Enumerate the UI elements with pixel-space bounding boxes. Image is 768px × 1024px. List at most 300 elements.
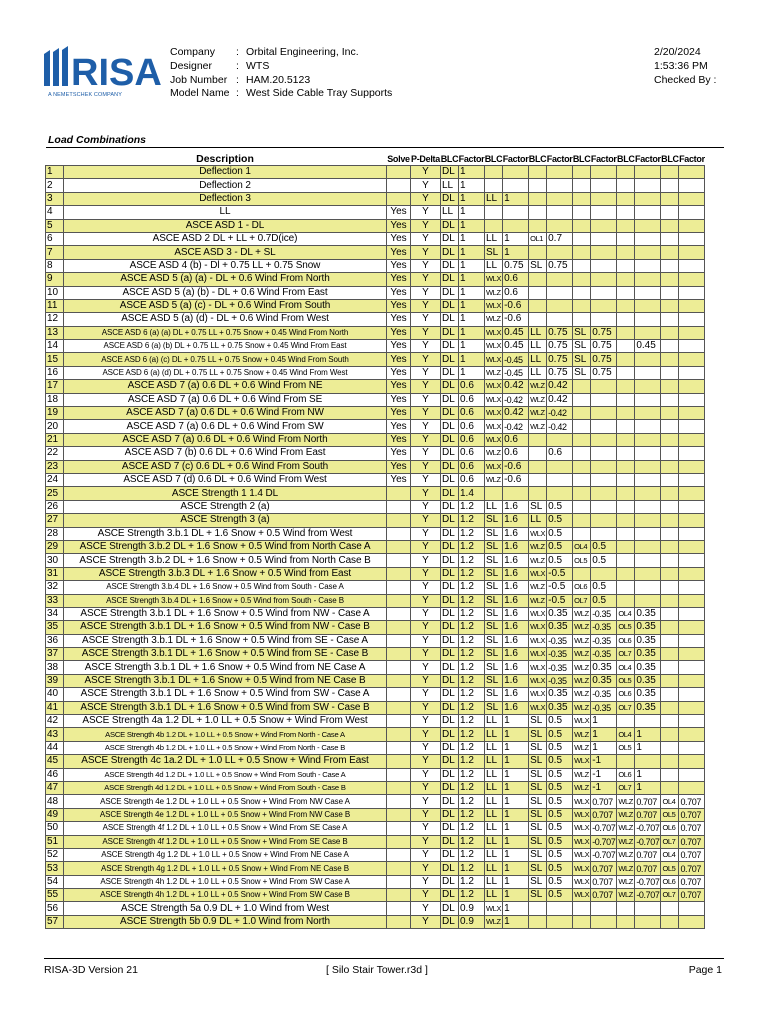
row-factor [591,206,617,219]
table-row [46,902,705,915]
column-header: Factor [590,153,617,164]
row-factor: 0.5 [547,728,573,741]
row-solve [387,487,411,500]
row-factor [503,179,529,192]
row-factor [679,166,705,179]
row-number: 43 [46,728,64,741]
section-title: Load Combinations [48,134,146,146]
row-description: ASCE ASD 4 (b) - Dl + 0.75 LL + 0.75 Snow [64,259,387,272]
row-factor [547,433,573,446]
row-factor: -0.35 [547,661,573,674]
row-blc [529,915,547,928]
row-factor: -0.35 [547,634,573,647]
row-factor: 0.75 [547,353,573,366]
table-row [46,473,705,486]
row-number: 28 [46,527,64,540]
row-factor: 1 [459,273,485,286]
row-factor: 1.6 [503,500,529,513]
row-factor [679,540,705,553]
row-factor: 0.35 [635,674,661,687]
row-blc [529,273,547,286]
row-factor [547,286,573,299]
row-blc [573,192,591,205]
row-pdelta: Y [411,326,441,339]
row-blc: LL [485,822,503,835]
row-blc: DL [441,433,459,446]
row-pdelta: Y [411,915,441,928]
logo-tagline: A NEMETSCHEK COMPANY [48,92,123,98]
row-factor [679,340,705,353]
row-factor: 1 [503,715,529,728]
row-blc [617,527,635,540]
row-blc: LL [485,862,503,875]
row-factor [547,313,573,326]
row-factor: -0.35 [547,648,573,661]
table-row [46,822,705,835]
row-solve [387,661,411,674]
row-pdelta: Y [411,581,441,594]
row-factor: 1.6 [503,607,529,620]
row-factor [635,487,661,500]
row-pdelta: Y [411,366,441,379]
row-blc [617,447,635,460]
row-blc [529,219,547,232]
row-blc: OL7 [661,889,679,902]
row-blc: DL [441,473,459,486]
row-blc: WLX [573,889,591,902]
row-factor [591,460,617,473]
table-row [46,527,705,540]
row-blc [573,246,591,259]
row-pdelta: Y [411,621,441,634]
table-row [46,915,705,928]
row-blc: WLZ [573,674,591,687]
row-description: ASCE Strength 4a 1.2 DL + 1.0 LL + 0.5 Snow + Wind From West [64,715,387,728]
row-blc: WLX [485,460,503,473]
row-blc: OL5 [617,621,635,634]
row-description: ASCE Strength 3.b.1 DL + 1.6 Snow + 0.5 Wind from NE Case A [64,661,387,674]
row-factor: 1.2 [459,634,485,647]
row-blc: LL [441,206,459,219]
row-pdelta: Y [411,634,441,647]
row-solve [387,527,411,540]
row-blc [529,299,547,312]
row-factor [547,460,573,473]
row-factor [635,554,661,567]
row-blc: LL [529,366,547,379]
row-pdelta: Y [411,674,441,687]
row-factor: 0.5 [547,875,573,888]
row-pdelta: Y [411,420,441,433]
row-factor [679,781,705,794]
row-factor: 0.6 [503,273,529,286]
row-pdelta: Y [411,500,441,513]
row-factor [591,299,617,312]
row-solve [387,540,411,553]
table-row [46,179,705,192]
row-pdelta: Y [411,795,441,808]
row-factor [635,902,661,915]
row-factor: 0.6 [503,286,529,299]
row-number: 10 [46,286,64,299]
row-solve: Yes [387,393,411,406]
footer-filename: [ Silo Stair Tower.r3d ] [326,964,428,976]
row-number: 45 [46,755,64,768]
row-blc: DL [441,848,459,861]
row-factor [635,393,661,406]
row-factor [547,487,573,500]
row-factor [679,648,705,661]
row-blc: LL [529,514,547,527]
row-factor: -0.35 [591,634,617,647]
row-solve: Yes [387,407,411,420]
row-blc [573,527,591,540]
row-solve [387,192,411,205]
designer-value: WTS [246,59,270,72]
row-blc [617,567,635,580]
row-blc: WLZ [573,661,591,674]
risa-logo-mark-icon [44,46,162,92]
row-blc: DL [441,755,459,768]
row-factor [679,299,705,312]
row-blc: DL [441,380,459,393]
row-blc [661,353,679,366]
row-factor [679,634,705,647]
row-blc [529,179,547,192]
row-blc [661,313,679,326]
row-blc: WLZ [573,701,591,714]
row-blc: SL [529,741,547,754]
row-blc [573,380,591,393]
row-blc [573,487,591,500]
row-blc: LL [485,889,503,902]
row-factor: 1 [503,848,529,861]
row-blc: OL6 [573,581,591,594]
row-blc: SL [529,862,547,875]
row-solve [387,862,411,875]
row-blc [617,514,635,527]
row-pdelta: Y [411,889,441,902]
row-solve [387,500,411,513]
row-factor [679,192,705,205]
row-blc: WLZ [529,407,547,420]
row-factor: 0.6 [503,433,529,446]
row-factor: 1.6 [503,567,529,580]
row-number: 25 [46,487,64,500]
row-factor [679,567,705,580]
row-blc: DL [441,875,459,888]
row-description: ASCE Strength 4e 1.2 DL + 1.0 LL + 0.5 Snow + Wind From NW Case A [64,795,387,808]
row-factor [635,326,661,339]
row-factor: 1.2 [459,822,485,835]
row-factor: 0.707 [679,795,705,808]
row-solve [387,741,411,754]
table-row [46,326,705,339]
row-blc: DL [441,487,459,500]
row-pdelta: Y [411,661,441,674]
row-blc [485,219,503,232]
row-blc [661,902,679,915]
row-blc [661,326,679,339]
row-factor: 0.707 [635,862,661,875]
row-blc [617,286,635,299]
row-blc: DL [441,607,459,620]
row-factor [635,915,661,928]
row-factor [635,420,661,433]
row-description: ASCE Strength 5a 0.9 DL + 1.0 Wind from West [64,902,387,915]
row-factor [591,179,617,192]
row-blc: WLX [573,848,591,861]
row-factor: 0.707 [679,862,705,875]
row-factor [679,728,705,741]
row-factor [635,460,661,473]
row-blc: DL [441,781,459,794]
row-factor: 0.5 [547,795,573,808]
row-solve: Yes [387,460,411,473]
row-blc: DL [441,447,459,460]
table-row [46,353,705,366]
row-blc: OL7 [617,701,635,714]
row-factor: -0.42 [503,393,529,406]
row-blc [661,594,679,607]
row-factor: 0.7 [547,232,573,245]
table-row [46,366,705,379]
row-factor: 0.707 [635,808,661,821]
row-blc [573,232,591,245]
row-blc: SL [485,701,503,714]
row-blc [529,206,547,219]
table-row [46,433,705,446]
row-factor: 1 [459,299,485,312]
row-blc [661,420,679,433]
row-number: 27 [46,514,64,527]
row-factor [635,273,661,286]
row-factor: 0.5 [547,514,573,527]
row-factor [591,232,617,245]
row-blc: WLX [485,326,503,339]
row-blc [617,232,635,245]
row-blc [573,407,591,420]
row-blc [617,540,635,553]
row-solve [387,648,411,661]
row-factor: 0.5 [591,594,617,607]
row-pdelta: Y [411,594,441,607]
row-solve [387,674,411,687]
row-blc: SL [529,728,547,741]
table-row [46,634,705,647]
row-factor: 0.35 [635,607,661,620]
row-factor [635,313,661,326]
row-blc: SL [529,875,547,888]
row-blc: OL7 [617,781,635,794]
row-description: ASCE Strength 4g 1.2 DL + 1.0 LL + 0.5 Snow + Wind From NE Case A [64,848,387,861]
table-row [46,674,705,687]
row-factor: 1.2 [459,688,485,701]
row-factor: 1 [459,166,485,179]
row-blc [573,420,591,433]
row-number: 49 [46,808,64,821]
row-solve [387,581,411,594]
row-blc: WLX [573,862,591,875]
row-factor: 1 [459,219,485,232]
row-factor: 1 [503,768,529,781]
row-factor [635,581,661,594]
row-description: ASCE ASD 5 (a) (b) - DL + 0.6 Wind From East [64,286,387,299]
row-pdelta: Y [411,728,441,741]
row-solve [387,715,411,728]
row-factor: -0.35 [547,674,573,687]
table-row [46,380,705,393]
row-description: ASCE ASD 7 (a) 0.6 DL + 0.6 Wind From SE [64,393,387,406]
table-row [46,648,705,661]
row-blc: WLX [529,688,547,701]
row-factor: -0.35 [591,688,617,701]
row-blc [485,487,503,500]
table-row [46,862,705,875]
row-blc: DL [441,902,459,915]
row-blc [617,407,635,420]
row-factor: 0.75 [547,340,573,353]
row-factor [679,500,705,513]
row-blc [661,728,679,741]
row-description: LL [64,206,387,219]
row-factor [635,179,661,192]
row-factor [591,393,617,406]
row-factor [679,607,705,620]
row-factor: 0.6 [459,447,485,460]
table-body [46,166,705,929]
row-blc [661,688,679,701]
designer-label: Designer [170,59,213,72]
row-blc: LL [485,259,503,272]
row-description: ASCE Strength 3.b.2 DL + 1.6 Snow + 0.5 Wind from North Case A [64,540,387,553]
row-factor: -0.707 [592,836,616,847]
row-factor [503,487,529,500]
row-blc [617,166,635,179]
row-factor [591,500,617,513]
row-factor: 0.45 [503,340,529,353]
row-blc: WLX [485,299,503,312]
row-number: 56 [46,902,64,915]
row-description: ASCE Strength 3.b.1 DL + 1.6 Snow + 0.5 Wind from NW - Case A [64,607,387,620]
row-factor: 1.2 [459,835,485,848]
row-solve: Yes [387,366,411,379]
row-blc [661,500,679,513]
row-blc: SL [529,795,547,808]
row-blc [573,206,591,219]
row-factor: 0.75 [591,353,617,366]
row-blc: DL [441,728,459,741]
row-factor: 1 [503,232,529,245]
row-blc: WLZ [617,795,635,808]
table-row [46,540,705,553]
row-factor [679,259,705,272]
row-factor: 0.5 [547,715,573,728]
row-blc [661,607,679,620]
row-factor [547,192,573,205]
table-row [46,246,705,259]
row-description: ASCE ASD 5 (a) (c) - DL + 0.6 Wind From South [64,299,387,312]
row-blc: SL [485,527,503,540]
row-description: ASCE Strength 4b 1.2 DL + 1.0 LL + 0.5 Snow + Wind From North - Case A [64,728,387,741]
row-factor: -0.707 [636,876,660,887]
row-factor: 0.6 [459,393,485,406]
row-blc: SL [529,768,547,781]
row-blc: DL [441,835,459,848]
row-blc: WLX [529,701,547,714]
row-factor [679,326,705,339]
row-factor: 0.707 [679,822,705,835]
row-solve [387,755,411,768]
row-blc [573,273,591,286]
table-row [46,715,705,728]
row-factor: 1 [635,768,661,781]
row-factor: 1 [503,808,529,821]
table-row [46,299,705,312]
row-number: 9 [46,273,64,286]
row-factor [547,299,573,312]
row-factor: 0.35 [635,661,661,674]
row-blc: LL [485,192,503,205]
row-factor [635,540,661,553]
footer-version: RISA-3D Version 21 [44,964,138,976]
row-factor: 0.6 [459,473,485,486]
row-pdelta: Y [411,232,441,245]
row-factor [591,447,617,460]
row-pdelta: Y [411,487,441,500]
row-factor: 1 [503,875,529,888]
row-blc: OL4 [617,661,635,674]
row-factor [591,259,617,272]
row-blc: SL [485,567,503,580]
row-factor: -0.42 [547,407,573,420]
row-factor [679,179,705,192]
row-blc: WLX [529,567,547,580]
row-factor: 0.75 [547,366,573,379]
row-factor [591,433,617,446]
row-factor [591,420,617,433]
row-blc [661,701,679,714]
designer-row: Designer : WTS [170,59,270,72]
row-pdelta: Y [411,447,441,460]
row-description: ASCE Strength 4c 1a.2 DL + 1.0 LL + 0.5 Snow + Wind From East [64,755,387,768]
row-pdelta: Y [411,768,441,781]
row-factor [635,715,661,728]
row-blc: DL [441,674,459,687]
row-factor [679,380,705,393]
row-factor: 1 [459,326,485,339]
row-blc: LL [441,179,459,192]
row-factor: 0.75 [591,340,617,353]
row-solve: Yes [387,473,411,486]
row-factor: 1.2 [459,674,485,687]
row-description: ASCE ASD 7 (a) 0.6 DL + 0.6 Wind From NW [64,407,387,420]
row-blc [529,487,547,500]
row-factor: 0.35 [591,661,617,674]
row-description: ASCE Strength 1 1.4 DL [64,487,387,500]
row-number: 41 [46,701,64,714]
row-factor [635,527,661,540]
column-header: Factor [635,153,661,164]
row-blc: SL [529,781,547,794]
row-factor: 0.75 [591,326,617,339]
row-description: ASCE Strength 3.b.1 DL + 1.6 Snow + 0.5 Wind from SE - Case B [64,648,387,661]
row-factor [679,393,705,406]
row-blc [661,393,679,406]
row-blc [529,902,547,915]
row-factor: -0.35 [591,607,617,620]
row-blc: OL5 [617,674,635,687]
